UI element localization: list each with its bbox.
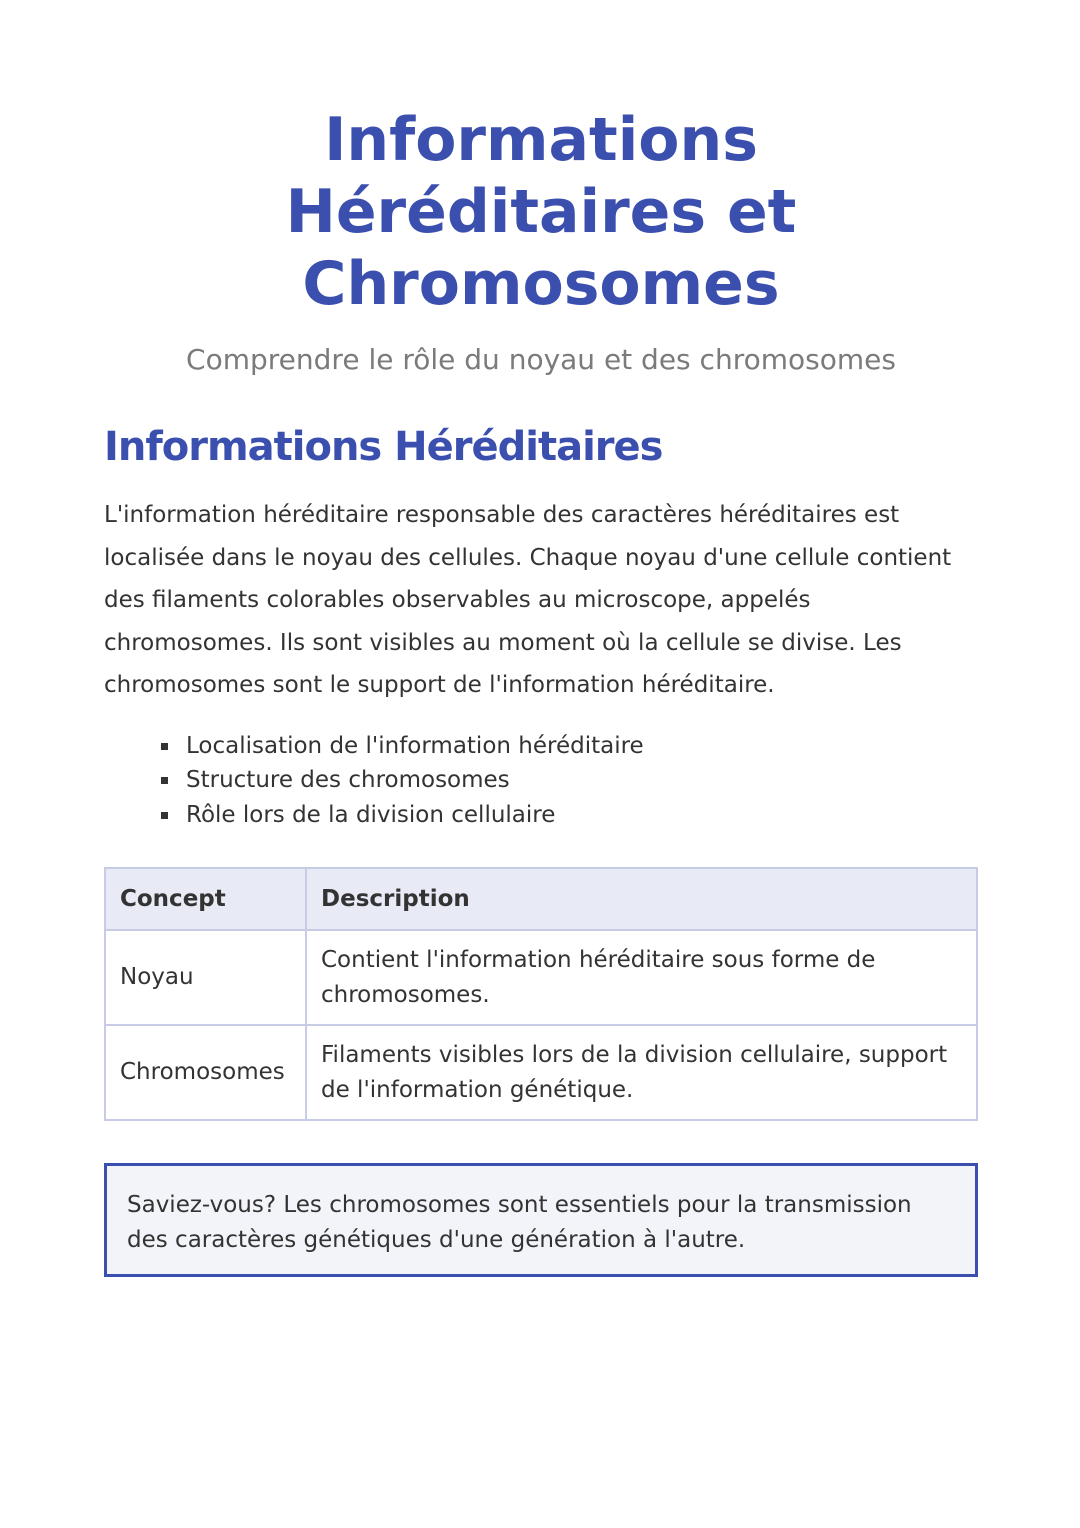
- table-cell-concept: Chromosomes: [105, 1025, 306, 1120]
- did-you-know-callout: [104, 1163, 978, 1277]
- list-item: Rôle lors de la division cellulaire: [186, 798, 978, 833]
- list-item: Structure des chromosomes: [186, 763, 978, 798]
- bullet-list: [104, 729, 978, 833]
- page-subtitle: Comprendre le rôle du noyau et des chromosomes: [186, 343, 896, 376]
- column-header-concept: Concept: [105, 868, 306, 930]
- page-title: Informations Héréditaires et Chromosomes: [285, 105, 797, 319]
- section-paragraph: L'information héréditaire responsable des caractères héréditaires est localisée dans le noyau des cellules. Chaque noyau d'une cellule contient des filaments colorables observables au microscope, appelés chromosomes. Ils sont visibles au moment où la cellule se divise. Les chromosomes sont le support de l'information héréditaire.: [104, 502, 952, 698]
- document-page: [104, 0, 978, 1277]
- column-header-description: Description: [306, 868, 977, 930]
- table-cell-description: Filaments visibles lors de la division cellulaire, support de l'information génétique.: [306, 1025, 977, 1120]
- table-cell-description: Contient l'information héréditaire sous forme de chromosomes.: [306, 930, 977, 1025]
- list-item: Localisation de l'information héréditaire: [186, 729, 978, 764]
- section-heading: Informations Héréditaires: [104, 424, 663, 470]
- callout-text: Saviez-vous? Les chromosomes sont essentiels pour la transmission des caractères génétiques d'une génération à l'autre.: [127, 1192, 912, 1253]
- table-header-row: [105, 868, 977, 930]
- table-row: [105, 930, 977, 1025]
- table-cell-concept: Noyau: [105, 930, 306, 1025]
- table-row: [105, 1025, 977, 1120]
- concept-table: [104, 867, 978, 1121]
